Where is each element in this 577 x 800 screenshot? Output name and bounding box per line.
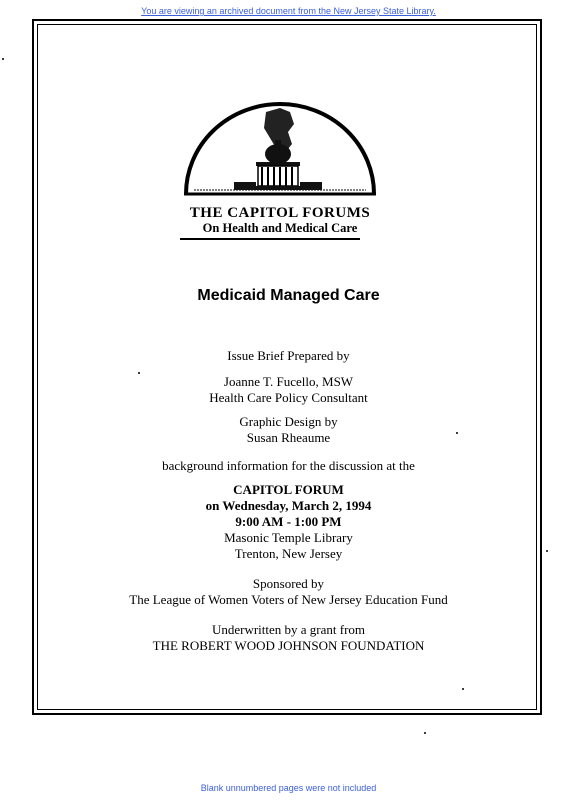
- event-time: 9:00 AM - 1:00 PM: [235, 514, 342, 529]
- sponsor-label: Sponsored by: [252, 576, 325, 591]
- footer-note: Blank unnumbered pages were not included: [200, 783, 377, 793]
- logo-underline: [180, 238, 360, 240]
- underwriter-label: Underwritten by a grant from: [211, 622, 366, 637]
- event-date: on Wednesday, March 2, 1994: [205, 498, 372, 513]
- document-title: Medicaid Managed Care: [197, 287, 380, 304]
- author-role: Health Care Policy Consultant: [209, 390, 368, 405]
- archive-banner-link[interactable]: You are viewing an archived document from the New Jersey State Library.: [141, 6, 436, 16]
- scan-speck: [138, 372, 140, 374]
- underwriter-name: THE ROBERT WOOD JOHNSON FOUNDATION: [152, 638, 425, 653]
- event-venue: Masonic Temple Library: [224, 530, 353, 545]
- forum-logo-text: [150, 206, 410, 236]
- scan-speck: [424, 732, 426, 734]
- author-name: Joanne T. Fucello, MSW: [223, 374, 354, 389]
- scan-speck: [462, 688, 464, 690]
- background-line: background information for the discussion at the: [162, 458, 415, 473]
- designer-name: Susan Rheaume: [246, 430, 331, 445]
- prepared-by-label: Issue Brief Prepared by: [227, 348, 350, 363]
- capitol-dome-icon: [180, 98, 380, 200]
- sponsor-name: The League of Women Voters of New Jersey Education Fund: [129, 592, 448, 607]
- design-label: Graphic Design by: [239, 414, 338, 429]
- scan-speck: [456, 432, 458, 434]
- event-city: Trenton, New Jersey: [234, 546, 343, 561]
- event-name: CAPITOL FORUM: [233, 482, 344, 497]
- scan-speck: [2, 58, 4, 60]
- logo-title: THE CAPITOL FORUMS: [189, 205, 371, 221]
- scan-speck: [546, 550, 548, 552]
- logo-subtitle: On Health and Medical Care: [202, 221, 358, 235]
